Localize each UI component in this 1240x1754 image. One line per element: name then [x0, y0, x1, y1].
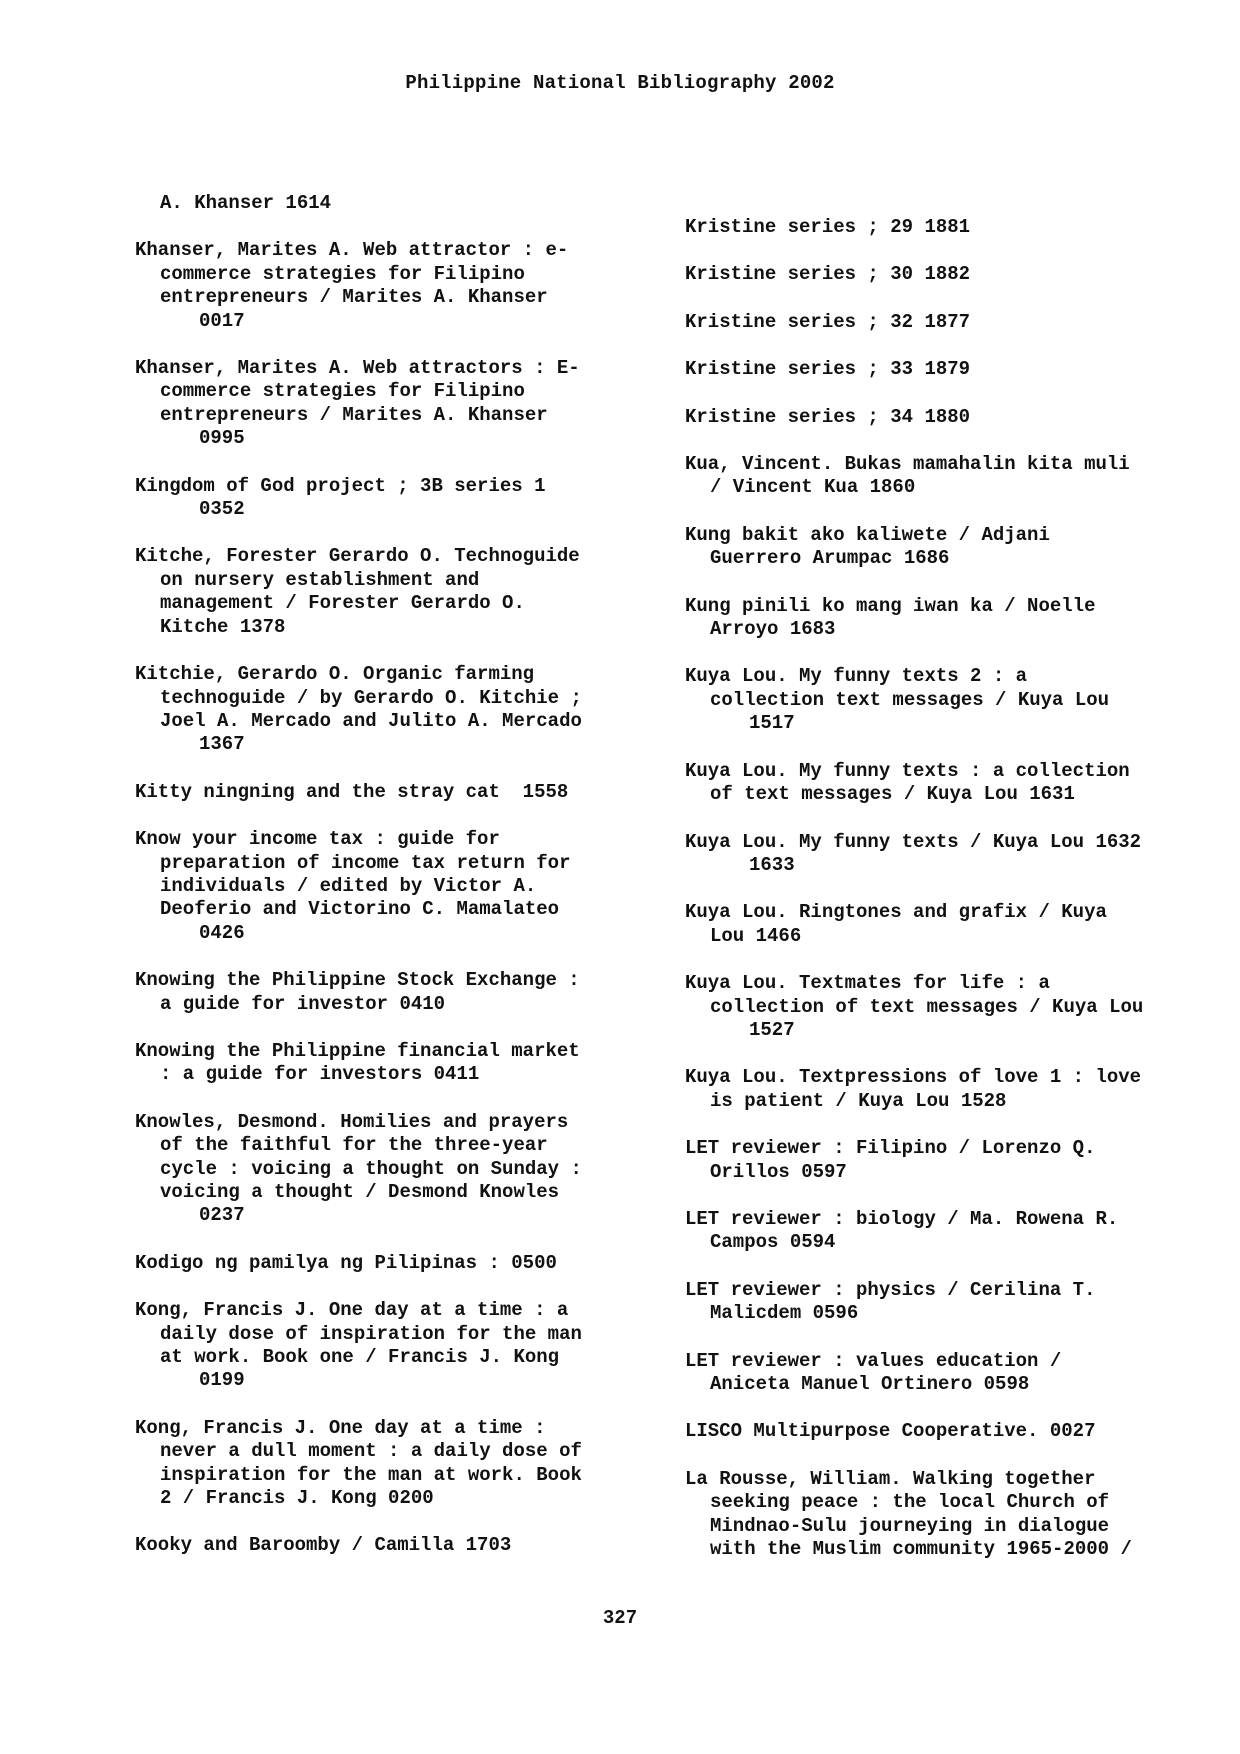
- entry-line: Kuya Lou. Textmates for life : a: [685, 972, 1050, 995]
- entry-line: 0352: [199, 498, 245, 521]
- bibliography-entry: [135, 828, 655, 945]
- bibliography-entry: [135, 239, 655, 333]
- bibliography-entry: [135, 192, 655, 215]
- bibliography-entry: [685, 665, 1205, 735]
- entry-line: Knowles, Desmond. Homilies and prayers: [135, 1110, 569, 1133]
- entry-line: Khanser, Marites A. Web attractor : e-: [135, 239, 569, 262]
- entry-line: Kuya Lou. Textpressions of love 1 : love: [685, 1066, 1142, 1089]
- entry-line: 0426: [199, 921, 245, 944]
- entry-line: entrepreneurs / Marites A. Khanser: [160, 403, 548, 426]
- entry-line: Kong, Francis J. One day at a time : a: [135, 1299, 569, 1322]
- entry-line: Knowing the Philippine financial market: [135, 1039, 580, 1062]
- entry-line: Kristine series ; 33 1879: [685, 358, 971, 381]
- entry-line: technoguide / by Gerardo O. Kitchie ;: [160, 686, 582, 709]
- entry-line: Campos 0594: [710, 1231, 836, 1254]
- page-header: Philippine National Bibliography 2002: [405, 72, 835, 94]
- entry-line: daily dose of inspiration for the man: [160, 1322, 582, 1345]
- entry-line: Orillos 0597: [710, 1160, 847, 1183]
- bibliography-entry: [685, 1137, 1205, 1184]
- bibliography-entry: [135, 969, 655, 1016]
- bibliography-entry: [135, 357, 655, 451]
- entry-line: cycle : voicing a thought on Sunday :: [160, 1157, 582, 1180]
- entry-line: Deoferio and Victorino C. Mamalateo: [160, 898, 560, 921]
- bibliography-entry: [135, 1252, 655, 1275]
- entry-line: 1367: [199, 733, 245, 756]
- entry-line: collection of text messages / Kuya Lou: [710, 995, 1144, 1018]
- entry-line: Kristine series ; 32 1877: [685, 310, 971, 333]
- entry-line: of the faithful for the three-year: [160, 1134, 548, 1157]
- entry-line: Kitche 1378: [160, 615, 286, 638]
- entry-line: Guerrero Arumpac 1686: [710, 547, 950, 570]
- bibliography-entry: [685, 263, 1205, 286]
- entry-line: Kuya Lou. Ringtones and grafix / Kuya: [685, 901, 1107, 924]
- entry-line: Kingdom of God project ; 3B series 1: [135, 474, 546, 497]
- entry-line: seeking peace : the local Church of: [710, 1491, 1110, 1514]
- bibliography-entry: [135, 663, 655, 757]
- entry-line: is patient / Kuya Lou 1528: [710, 1089, 1007, 1112]
- entry-line: management / Forester Gerardo O.: [160, 592, 525, 615]
- entry-line: Knowing the Philippine Stock Exchange :: [135, 969, 580, 992]
- entry-line: Kuya Lou. My funny texts : a collection: [685, 759, 1130, 782]
- bibliography-entry: [685, 1420, 1205, 1443]
- entry-line: LET reviewer : biology / Ma. Rowena R.: [685, 1207, 1119, 1230]
- bibliography-entry: [135, 1040, 655, 1087]
- bibliography-entry: [685, 1066, 1205, 1113]
- entry-line: Kong, Francis J. One day at a time :: [135, 1416, 546, 1439]
- bibliography-entry: [135, 1417, 655, 1511]
- entry-line: 1517: [749, 712, 795, 735]
- entry-line: 1633: [749, 853, 795, 876]
- entry-line: preparation of income tax return for: [160, 851, 571, 874]
- entry-line: A. Khanser 1614: [160, 192, 332, 214]
- entry-line: LISCO Multipurpose Cooperative. 0027: [685, 1420, 1096, 1443]
- entry-line: Arroyo 1683: [710, 618, 836, 641]
- entry-line: commerce strategies for Filipino: [160, 262, 525, 285]
- entry-line: 0017: [199, 309, 245, 332]
- bibliography-entry: [685, 358, 1205, 381]
- entry-line: Kodigo ng pamilya ng Pilipinas : 0500: [135, 1251, 557, 1274]
- bibliography-entry: [685, 1208, 1205, 1255]
- entry-line: Kristine series ; 30 1882: [685, 263, 971, 286]
- entry-line: never a dull moment : a daily dose of: [160, 1440, 582, 1463]
- entry-line: 1527: [749, 1018, 795, 1041]
- entry-line: a guide for investor 0410: [160, 992, 446, 1015]
- entry-line: La Rousse, William. Walking together: [685, 1467, 1096, 1490]
- entry-line: inspiration for the man at work. Book: [160, 1463, 582, 1486]
- bibliography-entry: [685, 216, 1205, 239]
- entry-line: voicing a thought / Desmond Knowles: [160, 1181, 560, 1203]
- bibliography-entry: [685, 311, 1205, 334]
- bibliography-entry: [685, 1350, 1205, 1397]
- entry-line: 0237: [199, 1204, 245, 1227]
- entry-line: Mindnao-Sulu journeying in dialogue: [710, 1514, 1110, 1537]
- entry-line: Lou 1466: [710, 924, 802, 947]
- entry-line: Kua, Vincent. Bukas mamahalin kita muli: [685, 453, 1130, 476]
- entry-line: individuals / edited by Victor A.: [160, 874, 537, 897]
- bibliography-entry: [135, 545, 655, 639]
- entry-line: Kitty ningning and the stray cat 1558: [135, 780, 569, 803]
- entry-line: Kuya Lou. My funny texts / Kuya Lou 1632: [685, 830, 1142, 853]
- entry-line: : a guide for investors 0411: [160, 1063, 480, 1086]
- entry-line: at work. Book one / Francis J. Kong: [160, 1346, 560, 1369]
- entry-line: 0995: [199, 427, 245, 450]
- entry-line: / Vincent Kua 1860: [710, 476, 916, 499]
- bibliography-entry: [135, 1534, 655, 1557]
- bibliography-entry: [135, 1111, 655, 1228]
- bibliography-entry: [135, 781, 655, 804]
- entry-line: Kuya Lou. My funny texts 2 : a: [685, 665, 1028, 688]
- entry-line: Kooky and Baroomby / Camilla 1703: [135, 1534, 512, 1557]
- entry-line: 2 / Francis J. Kong 0200: [160, 1487, 434, 1510]
- bibliography-entry: [685, 406, 1205, 429]
- bibliography-entry: [685, 760, 1205, 807]
- entry-line: Kung pinili ko mang iwan ka / Noelle: [685, 594, 1096, 617]
- entry-line: Kristine series ; 29 1881: [685, 216, 971, 238]
- bibliography-entry: [685, 1279, 1205, 1326]
- entry-line: commerce strategies for Filipino: [160, 380, 525, 403]
- bibliography-entry: [685, 524, 1205, 571]
- entry-line: LET reviewer : Filipino / Lorenzo Q.: [685, 1137, 1096, 1160]
- entry-line: of text messages / Kuya Lou 1631: [710, 783, 1075, 806]
- bibliography-entry: [685, 1468, 1205, 1562]
- entry-line: Joel A. Mercado and Julito A. Mercado: [160, 709, 582, 732]
- entry-line: Know your income tax : guide for: [135, 828, 500, 851]
- bibliography-entry: [685, 901, 1205, 948]
- entry-line: LET reviewer : physics / Cerilina T.: [685, 1278, 1096, 1301]
- bibliography-entry: [685, 595, 1205, 642]
- entry-line: 0199: [199, 1369, 245, 1392]
- entry-line: Kung bakit ako kaliwete / Adjani: [685, 523, 1050, 546]
- bibliography-column-left: [135, 192, 655, 1582]
- bibliography-entry: [685, 831, 1205, 878]
- bibliography-entry: [135, 475, 655, 522]
- entry-line: LET reviewer : values education /: [685, 1349, 1062, 1372]
- entry-line: Malicdem 0596: [710, 1302, 859, 1325]
- entry-line: Khanser, Marites A. Web attractors : E-: [135, 357, 580, 380]
- bibliography-entry: [685, 453, 1205, 500]
- entry-line: entrepreneurs / Marites A. Khanser: [160, 286, 548, 309]
- entry-line: Kitche, Forester Gerardo O. Technoguide: [135, 545, 580, 568]
- entry-line: Aniceta Manuel Ortinero 0598: [710, 1373, 1030, 1395]
- entry-line: with the Muslim community 1965-2000 /: [710, 1538, 1132, 1561]
- entry-line: Kitchie, Gerardo O. Organic farming: [135, 663, 535, 686]
- entry-line: Kristine series ; 34 1880: [685, 405, 971, 428]
- bibliography-column-right: [685, 216, 1205, 1585]
- bibliography-entry: [685, 972, 1205, 1042]
- bibliography-entry: [135, 1299, 655, 1393]
- entry-line: on nursery establishment and: [160, 568, 480, 591]
- entry-line: collection text messages / Kuya Lou: [710, 688, 1110, 711]
- page-number: 327: [602, 1607, 638, 1629]
